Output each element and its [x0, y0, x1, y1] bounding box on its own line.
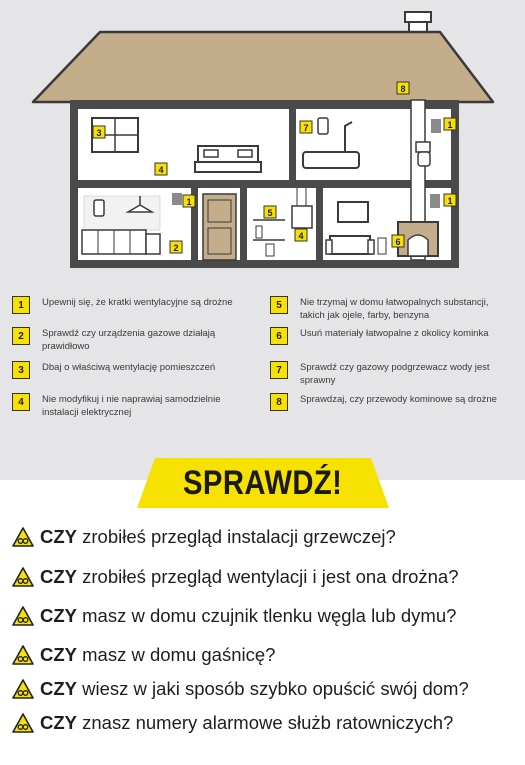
svg-text:1: 1 [186, 197, 192, 207]
legend-item-8 [270, 393, 510, 411]
warning-sign-icon [12, 644, 34, 666]
svg-text:6: 6 [395, 237, 401, 247]
question-item [12, 644, 275, 666]
question-text: CZY wiesz w jaki sposób szybko opuścić swój dom? [40, 678, 469, 699]
svg-text:3: 3 [96, 128, 102, 138]
question-item [12, 566, 459, 588]
legend-item-1 [12, 296, 250, 314]
house-label-4a [155, 163, 167, 175]
house-label-1c [444, 194, 456, 206]
question-item [12, 678, 469, 700]
legend-number: 3 [12, 361, 30, 379]
house-label-1a [444, 118, 456, 130]
legend-number: 7 [270, 361, 288, 379]
house-label-6 [392, 235, 404, 247]
svg-text:5: 5 [267, 208, 273, 218]
question-item [12, 712, 453, 734]
question-text: CZY masz w domu czujnik tlenku węgla lub dymu? [40, 605, 457, 626]
legend-item-5 [270, 296, 510, 322]
svg-text:7: 7 [303, 123, 309, 133]
house-label-3 [93, 126, 105, 138]
warning-sign-icon [12, 526, 34, 548]
question-text: CZY znasz numery alarmowe służb ratowniczych? [40, 712, 454, 733]
legend-item-7 [270, 361, 510, 387]
house-illustration [0, 0, 525, 290]
warning-sign-icon [12, 678, 34, 700]
house-label-2 [170, 241, 182, 253]
legend-text: Nie modyfikuj i nie naprawiaj samodzielnie instalacji elektrycznej [42, 394, 221, 418]
legend-text: Sprawdź czy urządzenia gazowe działają prawidłowo [42, 328, 216, 352]
question-text: CZY masz w domu gaśnicę? [40, 644, 276, 665]
legend-item-2 [12, 327, 250, 353]
legend-item-4 [12, 393, 250, 419]
house-label-4b [295, 229, 307, 241]
legend-item-3 [12, 361, 250, 379]
legend-item-6 [270, 327, 510, 345]
svg-text:8: 8 [400, 84, 406, 94]
question-text: CZY zrobiłeś przegląd instalacji grzewczej? [40, 526, 396, 547]
house-label-7 [300, 121, 312, 133]
svg-text:1: 1 [447, 196, 453, 206]
legend-number: 1 [12, 296, 30, 314]
roof [33, 32, 493, 102]
legend-text: Upewnij się, że kratki wentylacyjne są drożne [42, 297, 233, 308]
legend-number: 5 [270, 296, 288, 314]
house-label-1b [183, 195, 195, 207]
warning-sign-icon [12, 605, 34, 627]
svg-text:4: 4 [298, 231, 304, 241]
question-item [12, 526, 396, 548]
banner-title: SPRAWDŹ! [183, 463, 343, 502]
legend-number: 8 [270, 393, 288, 411]
svg-text:2: 2 [173, 243, 179, 253]
sprawdz-banner [155, 458, 371, 508]
legend-number: 4 [12, 393, 30, 411]
house-label-8 [397, 82, 409, 94]
legend-text: Sprawdzaj, czy przewody kominowe są drożne [300, 394, 497, 405]
legend-number: 2 [12, 327, 30, 345]
warning-sign-icon [12, 712, 34, 734]
legend-text: Nie trzymaj w domu łatwopalnych substancji, takich jak ojele, farby, benzyna [300, 297, 489, 321]
svg-text:4: 4 [158, 165, 164, 175]
warning-sign-icon [12, 566, 34, 588]
svg-text:1: 1 [447, 120, 453, 130]
legend-text: Dbaj o właściwą wentylację pomieszczeń [42, 362, 216, 373]
question-item [12, 605, 456, 627]
house-label-5 [264, 206, 276, 218]
legend-text: Sprawdź czy gazowy podgrzewacz wody jest sprawny [300, 362, 490, 386]
question-text: CZY zrobiłeś przegląd wentylacji i jest ona drożna? [40, 566, 459, 587]
legend-text: Usuń materiały łatwopalne z okolicy kominka [300, 328, 489, 339]
legend-number: 6 [270, 327, 288, 345]
